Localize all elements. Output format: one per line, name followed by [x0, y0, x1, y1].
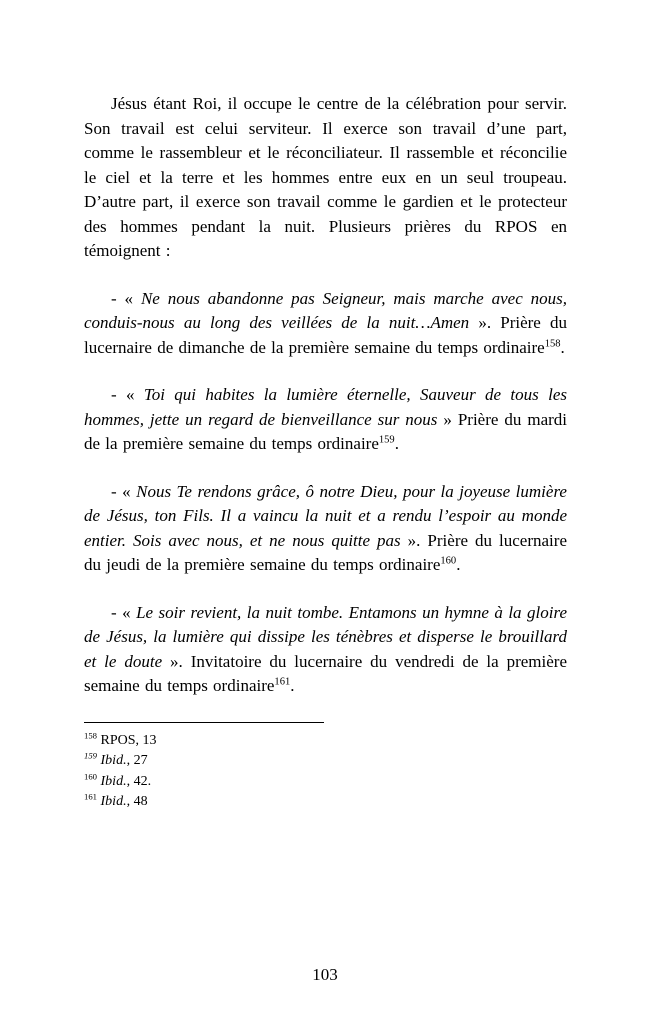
text-segment: Ibid.: [100, 773, 127, 789]
body-text: [84, 92, 567, 699]
paragraph: [84, 383, 567, 457]
footnote: [84, 772, 567, 793]
text-segment: Ibid.: [100, 794, 127, 809]
footnote: [84, 792, 567, 813]
footnote-separator: [84, 722, 324, 723]
page-number: 103: [312, 965, 338, 984]
text-segment: - «: [111, 602, 137, 622]
text-segment: , 42.: [126, 773, 152, 789]
text-segment: - «: [111, 288, 141, 308]
footnote-marker: 159: [84, 750, 98, 761]
text-segment: - «: [111, 385, 144, 404]
text-segment: .: [456, 555, 461, 574]
paragraph: [84, 92, 567, 264]
footnote: [84, 731, 567, 752]
text-segment: Jésus étant Roi, il occupe le centre de la célébration pour servir. Son travail est celui serviteur. Il exerce son travail d’une part, comme le rassembleur et le réconciliateur. Il rassemble et réconcilie le ciel et la terre et les hommes entre eux en un seul troupeau. D’autre part, il exerce son travail comme le gardien et le protecteur des hommes pendant la nuit. Plusieurs prières du RPOS en témoignent :: [84, 94, 567, 260]
text-segment: Toi qui habites la lumière éternelle, Sauveur de tous les hommes, jette un regard de bienveillance sur nous: [84, 385, 567, 429]
footnote-marker: 160: [84, 770, 98, 781]
footnote-reference: 160: [440, 555, 457, 567]
text-segment: ». Invitatoire du lucernaire du vendredi de la première semaine du temps ordinaire: [84, 651, 567, 695]
paragraph: [84, 601, 567, 699]
text-segment: .: [290, 676, 295, 695]
text-segment: » Prière du mardi de la première semaine du temps ordinaire: [84, 409, 567, 453]
text-segment: .: [560, 337, 565, 357]
text-segment: ». Prière du lucernaire du jeudi de la première semaine du temps ordinaire: [84, 530, 567, 574]
text-segment: Ne nous abandonne pas Seigneur, mais marche avec nous, conduis-nous au long des veillées de la nuit…Amen: [84, 288, 567, 332]
paragraph: [84, 287, 567, 361]
text-segment: Ibid.: [100, 753, 127, 768]
paragraph: [84, 480, 567, 578]
text-segment: , 48: [126, 794, 148, 809]
text-segment: RPOS, 13: [97, 732, 157, 748]
footnote-reference: 161: [274, 676, 291, 688]
footnote: [84, 751, 567, 772]
footnotes: [84, 731, 567, 813]
text-segment: .: [394, 434, 399, 453]
text-segment: ». Prière du lucernaire de dimanche de la première semaine du temps ordinaire: [84, 313, 567, 357]
text-segment: , 27: [126, 753, 148, 768]
footnote-reference: 158: [544, 337, 561, 349]
footnote-reference: 159: [378, 434, 395, 446]
text-segment: Le soir revient, la nuit tombe. Entamons un hymne à la gloire de Jésus, la lumière qui dissipe les ténèbres et disperse le brouillard et le doute: [84, 602, 567, 671]
text-segment: Nous Te rendons grâce, ô notre Dieu, pour la joyeuse lumière de Jésus, ton Fils. Il a vaincu la nuit et a rendu l’espoir au monde entier. Sois avec nous, et ne nous quitte pas: [84, 481, 567, 550]
footnote-marker: 161: [84, 791, 98, 802]
footnote-marker: 158: [84, 729, 98, 740]
text-segment: - «: [111, 481, 137, 501]
